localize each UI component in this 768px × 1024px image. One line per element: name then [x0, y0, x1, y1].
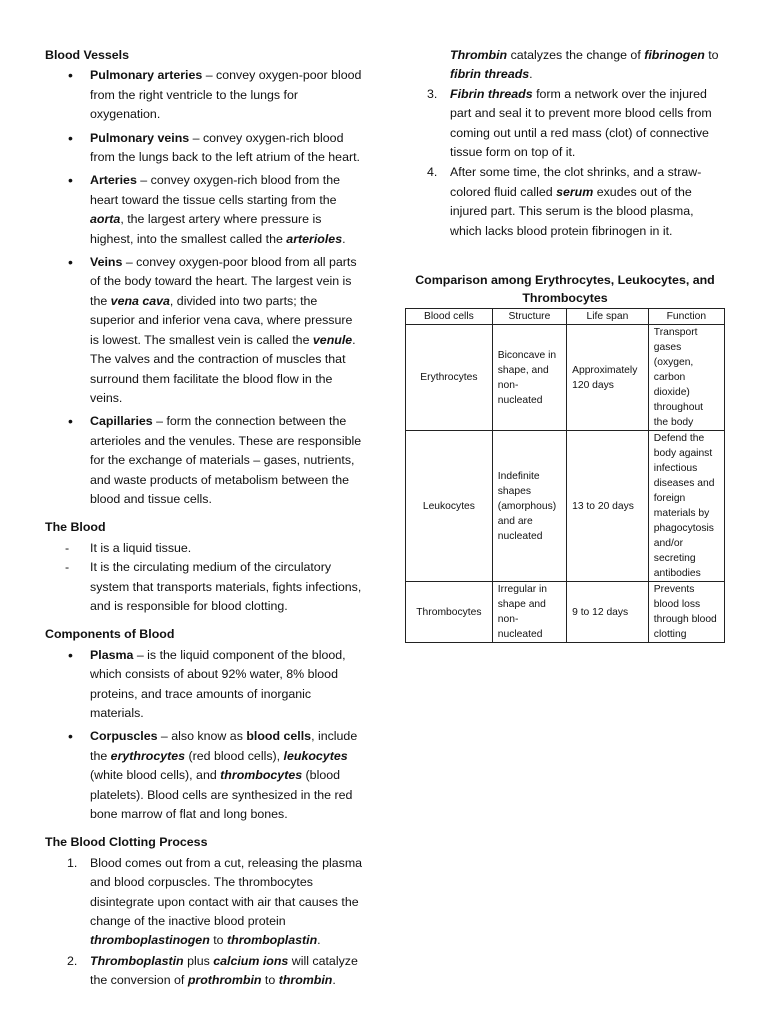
text-run: , divided into two parts; the superior and inferior vena cava, where pressure is lowest. The smallest vein is called the: [90, 293, 353, 347]
table-row: [406, 431, 725, 582]
text-run: .: [317, 933, 321, 948]
list-item: [45, 253, 363, 408]
emphasized-term: Thrombin: [450, 48, 508, 62]
text-run: form a network over the injured part and seal it to prevent more blood cells from coming out until a red mass (clot) of connective tissue form on top of it.: [450, 86, 712, 160]
emphasized-term: leukocytes: [283, 748, 348, 763]
text-run: to: [209, 933, 227, 948]
emphasized-term: Thromboplastin: [90, 953, 184, 968]
list-item: [45, 727, 363, 824]
clotting-heading: The Blood Clotting Process: [45, 835, 208, 850]
step-number: 1.: [67, 855, 78, 870]
numbered-step: [405, 85, 725, 163]
table-title: Comparison among Erythrocytes, Leukocytes, and Thrombocytes: [415, 273, 715, 306]
text-run: .: [332, 973, 336, 988]
cell-structure: Indefinite shapes (amorphous) and are nucleated: [492, 431, 566, 582]
cell-life-span: 9 to 12 days: [567, 582, 649, 643]
clotting-continuation: [405, 46, 725, 85]
cell-structure: Irregular in shape and non-nucleated: [492, 582, 566, 643]
list-item: [45, 129, 363, 168]
list-item: - It is a liquid tissue.: [45, 539, 363, 558]
emphasized-term: calcium ions: [213, 953, 289, 968]
left-column: [45, 46, 363, 1000]
cell-blood-cell: Erythrocytes: [406, 325, 493, 431]
cell-function: Defend the body against infectious diseases and foreign materials by phagocytosis and/or secreting antibodies: [648, 431, 724, 582]
numbered-step: [45, 854, 363, 951]
text-run: . The valves and the contraction of muscles that surround them facilitate the blood flow in the veins.: [90, 332, 356, 405]
bold-term: blood cells: [246, 729, 312, 744]
emphasized-term: erythrocytes: [110, 748, 186, 763]
blood-vessels-section: [45, 46, 363, 509]
emphasized-term: aorta: [90, 212, 121, 227]
header-function: Function: [648, 309, 724, 325]
text-run: – also know as: [157, 729, 247, 744]
the-blood-section: [45, 518, 363, 616]
step-number: 3.: [427, 86, 438, 101]
text-run: exudes out of the injured part. This serum is the blood plasma, which lacks blood protein fibrinogen in it.: [450, 184, 694, 238]
list-item-term: Corpuscles: [90, 729, 158, 744]
text-run: to: [261, 973, 279, 988]
table-row: [406, 325, 725, 431]
text-run: will catalyze the conversion of: [90, 953, 358, 988]
text-run: to: [704, 48, 719, 62]
text-run: plus: [183, 953, 214, 968]
emphasized-term: Fibrin threads: [450, 86, 533, 101]
table-row: [406, 582, 725, 643]
blood-vessels-heading: Blood Vessels: [45, 48, 130, 62]
table-header-row: [406, 309, 725, 325]
clotting-list: [45, 854, 363, 991]
list-item: - It is the circulating medium of the circulatory system that transports materials, fights infections, and is responsible for blood clotting.: [45, 558, 363, 616]
emphasized-term: thrombin: [278, 973, 333, 988]
clotting-list-continued: [405, 85, 725, 241]
emphasized-term: fibrin threads: [450, 67, 530, 82]
step-number: 4.: [427, 165, 438, 180]
list-item-term: Veins: [90, 255, 123, 270]
components-section: [45, 625, 363, 824]
numbered-step: [405, 163, 725, 241]
text-run: – convey oxygen-rich blood from the lungs back to the left atrium of the heart.: [90, 130, 360, 165]
components-list: [45, 646, 363, 825]
cell-function: Transport gases (oxygen, carbon dioxide) throughout the body: [648, 325, 724, 431]
numbered-step: [45, 952, 363, 991]
cell-blood-cell: Thrombocytes: [406, 582, 493, 643]
list-item-term: Pulmonary veins: [90, 130, 190, 145]
text-run: .: [342, 231, 346, 246]
text-run: – is the liquid component of the blood, which consists of about 92% water, 8% blood proteins, and trace amounts of inorganic materials.: [90, 647, 346, 720]
list-item-term: Arteries: [90, 173, 137, 188]
list-item-term: Capillaries: [90, 414, 153, 429]
text-run: (white blood cells), and: [90, 768, 221, 783]
emphasized-term: arterioles: [286, 231, 343, 246]
header-life-span: Life span: [567, 309, 649, 325]
text-run: – form the connection between the arterioles and the venules. These are responsible for the exchange of materials – gases, nutrients, and waste products of metabolism between the blood and tissue cells.: [90, 414, 362, 506]
text-run: Blood comes out from a cut, releasing the plasma and blood corpuscles. The thrombocytes disintegrate upon contact with air that causes the change of the inactive blood protein: [90, 855, 363, 929]
right-column: [405, 46, 725, 643]
components-heading: Components of Blood: [45, 627, 175, 642]
list-item: [45, 646, 363, 724]
emphasized-term: vena cava: [110, 293, 170, 308]
text-run: , the largest artery where pressure is highest, into the smallest called the: [90, 212, 322, 246]
step-number: 2.: [67, 953, 78, 968]
text-run: – convey oxygen-poor blood from the right ventricle to the lungs for oxygenation.: [90, 68, 362, 122]
list-item-term: Plasma: [90, 647, 134, 662]
text-run: , include the: [90, 729, 358, 763]
text-run: – convey oxygen-poor blood from all parts of the body toward the heart. The largest vein is the: [90, 255, 357, 308]
emphasized-term: thrombocytes: [220, 768, 303, 783]
list-item: [45, 66, 363, 124]
header-structure: Structure: [492, 309, 566, 325]
comparison-table: [405, 308, 725, 643]
clotting-section: [45, 833, 363, 990]
text-run: .: [529, 67, 533, 82]
header-blood-cells: Blood cells: [406, 309, 493, 325]
emphasized-term: venule: [312, 332, 353, 347]
text-run: – convey oxygen-rich blood from the heart toward the tissue cells starting from the: [90, 173, 341, 207]
cell-blood-cell: Leukocytes: [406, 431, 493, 582]
text-run: (red blood cells),: [185, 748, 284, 763]
text-run: After some time, the clot shrinks, and a straw-colored fluid called: [450, 165, 702, 199]
text-run: (blood platelets). Blood cells are synthesized in the red bone marrow of flat and long bones.: [90, 768, 353, 822]
cell-life-span: Approximately 120 days: [567, 325, 649, 431]
the-blood-list: [45, 539, 363, 617]
cell-function: Prevents blood loss through blood clotting: [648, 582, 724, 643]
emphasized-term: thromboplastinogen: [90, 933, 210, 948]
list-item: [45, 171, 363, 249]
text-run: catalyzes the change of: [507, 48, 645, 62]
emphasized-term: thromboplastin: [227, 933, 318, 948]
emphasized-term: fibrinogen: [644, 48, 705, 62]
emphasized-term: serum: [556, 184, 594, 199]
cell-life-span: 13 to 20 days: [567, 431, 649, 582]
emphasized-term: prothrombin: [187, 973, 262, 988]
cell-structure: Biconcave in shape, and non-nucleated: [492, 325, 566, 431]
blood-vessels-list: [45, 66, 363, 509]
list-item-term: Pulmonary arteries: [90, 68, 203, 83]
the-blood-heading: The Blood: [45, 520, 106, 535]
list-item: [45, 412, 363, 509]
